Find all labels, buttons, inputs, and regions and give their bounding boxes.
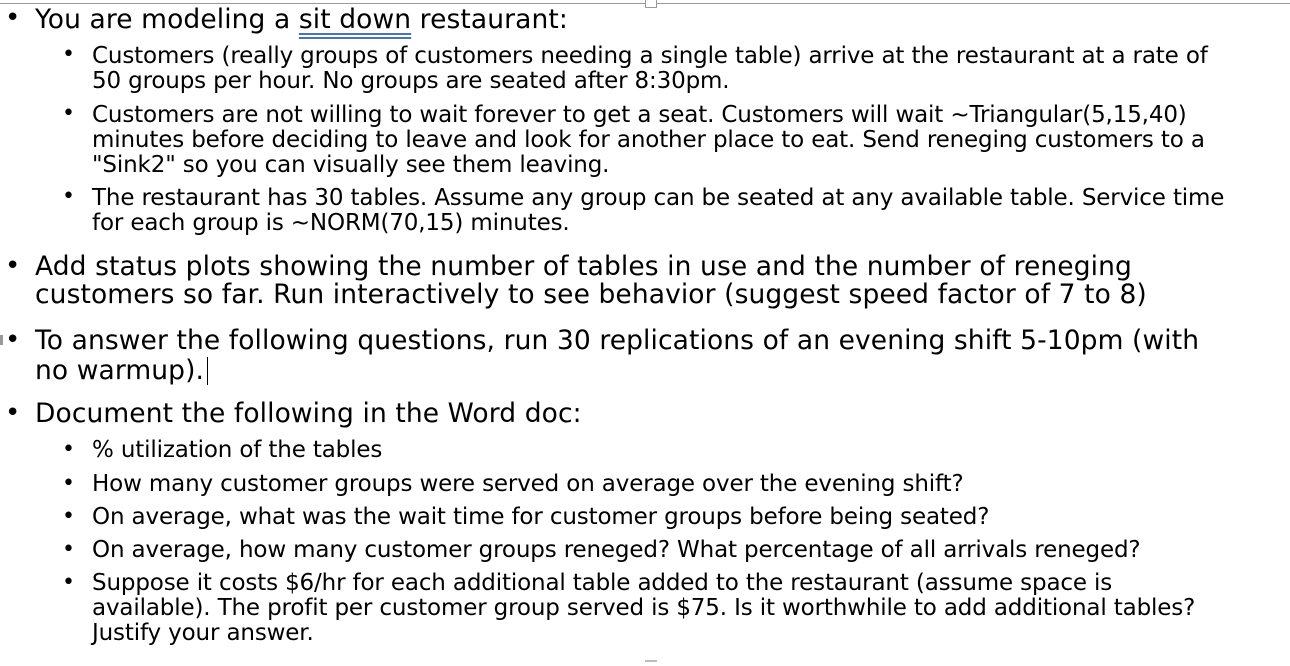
- bullet-dot: •: [62, 437, 75, 462]
- bullet-dot: •: [5, 398, 21, 428]
- bullet-dot: •: [62, 42, 75, 67]
- question-5-line-3: Justify your answer.: [92, 620, 314, 646]
- bullet-dot: •: [62, 101, 75, 126]
- bullet-dot: •: [62, 471, 75, 496]
- frame-resize-handle-left[interactable]: [0, 335, 3, 345]
- bullet-dot: •: [62, 184, 75, 209]
- main-bullet-3-line-2-text: no warmup).: [35, 355, 205, 386]
- main-bullet-1-text: You are modeling a: [35, 4, 299, 35]
- grammar-underlined-text: sit down: [298, 4, 412, 35]
- bullet-dot: •: [62, 537, 75, 562]
- sub-bullet-2-line-2: minutes before deciding to leave and look for another place to eat. Send reneging customers to a: [92, 127, 1205, 153]
- main-bullet-1-tail: restaurant:: [411, 4, 568, 35]
- main-bullet-4: Document the following in the Word doc:: [35, 398, 582, 429]
- bullet-dot: •: [62, 504, 75, 529]
- main-bullet-3-line-2: [35, 355, 208, 386]
- text-cursor: [207, 357, 208, 385]
- sub-bullet-3-line-2: for each group is ~NORM(70,15) minutes.: [92, 210, 570, 236]
- frame-resize-handle-top[interactable]: [645, 0, 657, 8]
- sub-bullet-1-line-2: 50 groups per hour. No groups are seated after 8:30pm.: [92, 68, 730, 94]
- question-5-line-2: available). The profit per customer group served is $75. Is it worthwhile to add additional tables?: [92, 595, 1196, 621]
- question-2: How many customer groups were served on average over the evening shift?: [92, 471, 964, 497]
- bullet-dot: •: [5, 251, 21, 281]
- bullet-dot: •: [5, 3, 21, 33]
- main-bullet-2-line-1: Add status plots showing the number of tables in use and the number of reneging: [35, 251, 1132, 282]
- main-bullet-3-line-1: To answer the following questions, run 30 replications of an evening shift 5-10pm (with: [35, 325, 1200, 356]
- bullet-dot: •: [5, 325, 21, 355]
- sub-bullet-1-line-1: Customers (really groups of customers needing a single table) arrive at the restaurant at a rate of: [92, 43, 1208, 69]
- question-4: On average, how many customer groups reneged? What percentage of all arrivals reneged?: [92, 537, 1141, 563]
- question-5-line-1: Suppose it costs $6/hr for each additional table added to the restaurant (assume space is: [92, 570, 1113, 596]
- bullet-dot: •: [62, 570, 75, 595]
- sub-bullet-2-line-1: Customers are not willing to wait forever to get a seat. Customers will wait ~Triangular(5,15,40): [92, 102, 1187, 128]
- question-3: On average, what was the wait time for customer groups before being seated?: [92, 504, 990, 530]
- frame-resize-handle-bottom[interactable]: [645, 660, 657, 666]
- sub-bullet-3-line-1: The restaurant has 30 tables. Assume any group can be seated at any available table. Service time: [92, 185, 1225, 211]
- main-bullet-1: [35, 4, 568, 35]
- sub-bullet-2-line-3: "Sink2" so you can visually see them leaving.: [92, 152, 610, 178]
- question-1: % utilization of the tables: [92, 437, 383, 463]
- main-bullet-2-line-2: customers so far. Run interactively to see behavior (suggest speed factor of 7 to 8): [35, 279, 1147, 310]
